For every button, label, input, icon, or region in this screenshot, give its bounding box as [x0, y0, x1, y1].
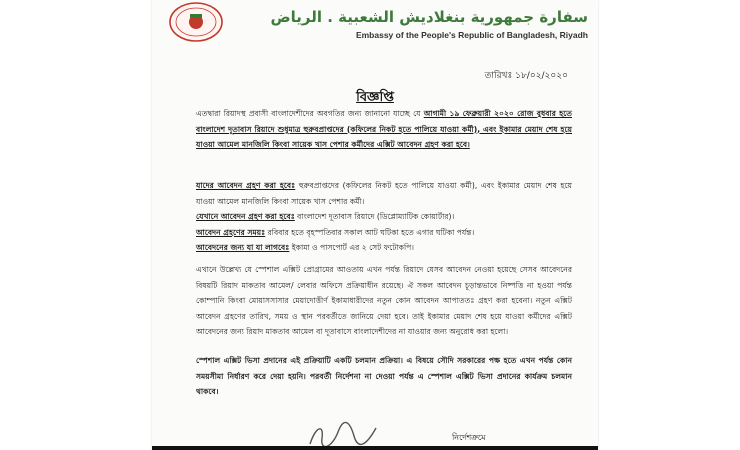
intro-highlight: আগামী ১৯ ফেব্রুয়ারী ২০২০ রোজ বুধবার হতে বাংলাদেশ দূতাবাস রিয়াদে শুধুমাত্র হুরুবপ্রাপ্তদের (কফিলের নিকট হতে পালিয়ে যাওয়া কর্মী): [196, 109, 572, 134]
government-seal-icon: [168, 2, 224, 42]
paragraph-details: [196, 178, 572, 256]
embassy-name-english: Embassy of the People's Republic of Bangladesh, Riyadh: [355, 30, 588, 40]
detail-who: [196, 178, 572, 209]
paragraph-note: এখানে উল্লেখ্য যে স্পেশাল এক্সিট প্রোগ্রামের আওতায় এখন পর্যন্ত রিয়াদে যেসব আবেদন নেওয়া হয়েছে সেসব আবেদনের বিষয়টি রিয়াদ মাকতাব আমেল/ লেবার অফিসে প্রক্রিয়াধীন রয়েছে। ঐ সকল আবেদন চূড়ান্তভাবে নিষ্পত্তি না হওয়া পর্যন্ত কোম্পানি কিংবা মোয়াসসাসার মেয়াদোত্তীর্ণ ইকামাধারীদের নতুন কোন আবেদন আপাততঃ গ্রহণ করা হবেনা। নতুন এক্সিট আবেদন গ্রহণের তারিখ, সময় ও স্থান পরবর্তীতে জানিয়ে দেয়া হবে। তাই ইকামার মেয়াদ শেষ হয়ে যাওয়া কর্মীদের এক্সিট আবেদনের জন্য রিয়াদ মাকতাব আমেল বা দূতাবাসে বাংলাদেশীদের না যাওয়ার জন্য অনুরোধ করা হলো।: [196, 265, 572, 336]
detail-requirements-text: ইকামা ও পাসপোর্ট এর ২ সেট ফটোকপি।: [289, 243, 415, 252]
document-title: বিজ্ঞপ্তি: [356, 90, 394, 105]
document-date: তারিখঃ ১৮/০২/২০২০: [484, 71, 568, 81]
detail-time: [196, 225, 572, 241]
intro-highlight-2: , এবং ইকামার মেয়াদ শেষ হয়ে যাওয়া আমেল মানজিলি কিংবা সায়েক খাস পেশার কর্মীদের এক্সিট আবেদন গ্রহণ করা হবে।: [196, 124, 572, 149]
intro-text: এতদ্বারা রিয়াদস্থ প্রবাসী বাংলাদেশীদের অবগতির জন্য জানানো যাচ্ছে যে: [196, 109, 424, 118]
closing-text: নির্দেশক্রমে: [452, 433, 486, 442]
detail-where-text: বাংলাদেশ দূতাবাস রিয়াদে (ডিপ্লোম্যাটিক কোয়ার্টার)।: [294, 212, 455, 221]
detail-time-label: আবেদন গ্রহণের সময়ঃ: [196, 227, 266, 237]
bottom-edge: [152, 446, 598, 450]
embassy-name-arabic: سفارة جمهورية بنغلاديش الشعبية . الرياض: [270, 8, 588, 26]
paragraph-intro: [196, 106, 572, 153]
paragraph-ongoing: স্পেশাল এক্সিট ভিসা প্রদানের এই প্রক্রিয়াটি একটি চলমান প্রক্রিয়া। এ বিষয়ে সৌদি সরকারের পক্ষ হতে এখন পর্যন্ত কোন সময়সীমা নির্ধারণ করে দেয়া হয়নি। পরবর্তী নির্দেশনা না দেওয়া পর্যন্ত এ স্পেশাল এক্সিট ভিসা প্রদানের কার্যক্রম চলমান থাকবে।: [196, 356, 572, 396]
notice-document: [152, 0, 598, 450]
detail-where: [196, 209, 572, 225]
detail-requirements-label: আবেদনের জন্য যা যা লাগবেঃ: [196, 243, 290, 252]
detail-time-text: রবিবার হতে বৃহস্পতিবার সকাল আট ঘটিকা হতে এগার ঘটিকা পর্যন্ত।: [265, 227, 475, 237]
detail-where-label: যেখানে আবেদন গ্রহণ করা হবেঃ: [196, 212, 295, 221]
detail-who-label: যাদের আবেদন গ্রহণ করা হবেঃ: [196, 181, 296, 190]
detail-requirements: [196, 240, 572, 256]
detail-who-text: হুরুবপ্রাপ্তদের (কফিলের নিকট হতে পালিয়ে যাওয়া কর্মী), এবং ইকামার মেয়াদ শেষ হয়ে যাওয়া আমেল মানজিলি কিংবা সায়েক খাস পেশার কর্মী।: [196, 181, 572, 206]
